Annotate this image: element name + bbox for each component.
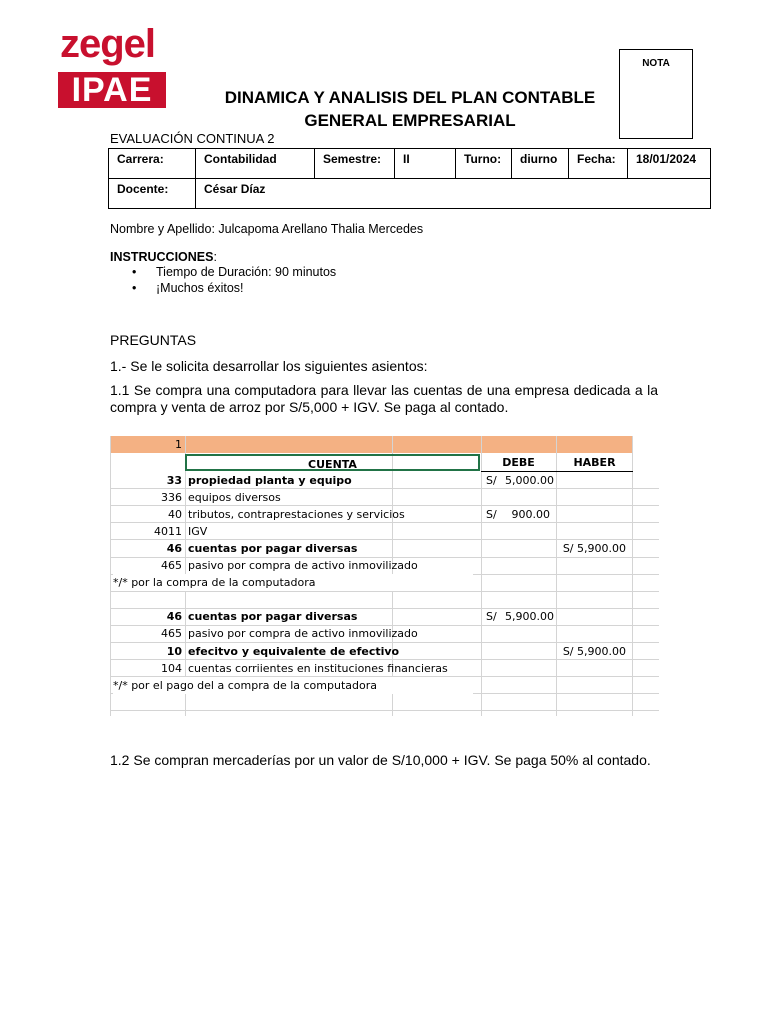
entry-gloss: */* por el pago del a compra de la computadora: [113, 677, 473, 694]
haber-amount: [556, 506, 626, 523]
account-code: 46: [166, 610, 182, 624]
turno-label: Turno:: [456, 149, 512, 179]
docente-value: César Díaz: [196, 179, 711, 209]
course-info-table: [108, 148, 711, 209]
account-name: efecitvo y equivalente de efectivo: [188, 644, 400, 658]
question-1: 1.- Se le solicita desarrollar los siguientes asientos:: [110, 358, 428, 374]
haber-amount: S/ 5,900.00: [562, 644, 626, 658]
debe-amount: 900.00: [511, 507, 550, 521]
account-code: 33: [166, 473, 182, 487]
debe-amount: [505, 660, 550, 677]
account-code: 4011: [154, 524, 182, 538]
grid-line: [632, 436, 633, 716]
title-line-1: DINAMICA Y ANALISIS DEL PLAN CONTABLE: [224, 88, 596, 107]
grid-line: [110, 710, 659, 711]
logo-zegel: zegel: [60, 22, 156, 66]
debe-currency: [486, 643, 506, 660]
debe-amount: [505, 523, 550, 540]
fecha-label: Fecha:: [569, 149, 628, 179]
logo-ipae: IPAE: [58, 72, 166, 108]
entry-gloss: */* por la compra de la computadora: [113, 574, 473, 591]
account-code: 46: [166, 541, 182, 555]
account-code: 465: [161, 559, 182, 572]
account-name: pasivo por compra de activo inmovilizado: [188, 627, 418, 641]
entry-number: 1: [175, 438, 182, 451]
account-name: cuentas por pagar diversas: [188, 610, 358, 624]
semestre-label: Semestre:: [315, 149, 395, 179]
debe-currency: [486, 523, 506, 540]
account-code: 465: [161, 627, 182, 641]
turno-value: diurno: [512, 149, 569, 179]
debe-currency: S/: [486, 610, 497, 624]
haber-amount: [556, 625, 626, 642]
debe-amount: [505, 489, 550, 506]
haber-amount: [556, 489, 626, 506]
haber-amount: S/ 5,900.00: [562, 541, 626, 555]
debe-amount: [505, 643, 550, 660]
evaluation-label: EVALUACIÓN CONTINUA 2: [110, 131, 275, 146]
account-name: propiedad planta y equipo: [188, 473, 352, 487]
carrera-value: Contabilidad: [196, 149, 315, 179]
debe-amount: [505, 540, 550, 557]
haber-amount: [556, 660, 626, 677]
debe-currency: [486, 557, 506, 574]
debe-currency: [486, 540, 506, 557]
header-debe: DEBE: [481, 454, 556, 472]
haber-amount: [556, 557, 626, 574]
account-code: 40: [168, 507, 182, 521]
header-cuenta: CUENTA: [185, 454, 480, 471]
preguntas-heading: PREGUNTAS: [110, 332, 197, 348]
haber-amount: [556, 608, 626, 625]
haber-amount: [556, 523, 626, 540]
debe-currency: S/: [486, 473, 497, 487]
haber-amount: [556, 472, 626, 489]
nota-label: NOTA: [642, 58, 670, 69]
debe-currency: [486, 660, 506, 677]
account-name: IGV: [188, 524, 208, 538]
fecha-value: 18/01/2024: [628, 149, 711, 179]
account-code: 336: [161, 490, 182, 504]
debe-amount: [505, 557, 550, 574]
semestre-value: II: [395, 149, 456, 179]
debe-currency: [486, 489, 506, 506]
account-name: pasivo por compra de activo inmovilizado: [188, 559, 418, 572]
student-name: Nombre y Apellido: Julcapoma Arellano Thalia Mercedes: [110, 222, 424, 236]
instructions-heading: INSTRUCCIONES:: [110, 250, 217, 264]
docente-label: Docente:: [109, 179, 196, 209]
title-line-2: GENERAL EMPRESARIAL: [304, 111, 516, 130]
account-name: cuentas corriientes en instituciones financieras: [188, 661, 448, 675]
account-name: cuentas por pagar diversas: [188, 541, 358, 555]
debe-amount: [505, 625, 550, 642]
question-1-2: 1.2 Se compran mercaderías por un valor de S/10,000 + IGV. Se paga 50% al contado.: [110, 752, 651, 768]
instruction-item: • Tiempo de Duración: 90 minutos: [132, 265, 337, 279]
account-name: equipos diversos: [188, 490, 281, 504]
instruction-item: • ¡Muchos éxitos!: [132, 281, 244, 295]
debe-amount: 5,000.00: [505, 473, 554, 487]
account-code: 10: [166, 644, 182, 658]
entry-number-band: [110, 436, 633, 453]
debe-currency: [486, 625, 506, 642]
debe-currency: S/: [486, 507, 497, 521]
account-code: 104: [161, 661, 182, 675]
carrera-label: Carrera:: [109, 149, 196, 179]
question-1-1: 1.1 Se compra una computadora para llevar las cuentas de una empresa dedicada a la compra y venta de arroz por S/5,000 + IGV. Se paga al contado.: [110, 382, 658, 415]
account-name: tributos, contraprestaciones y servicios: [188, 507, 405, 521]
header-haber: HABER: [556, 454, 633, 472]
grid-line: [481, 436, 482, 716]
journal-entry-sheet: [110, 436, 659, 716]
debe-amount: 5,900.00: [505, 610, 554, 624]
